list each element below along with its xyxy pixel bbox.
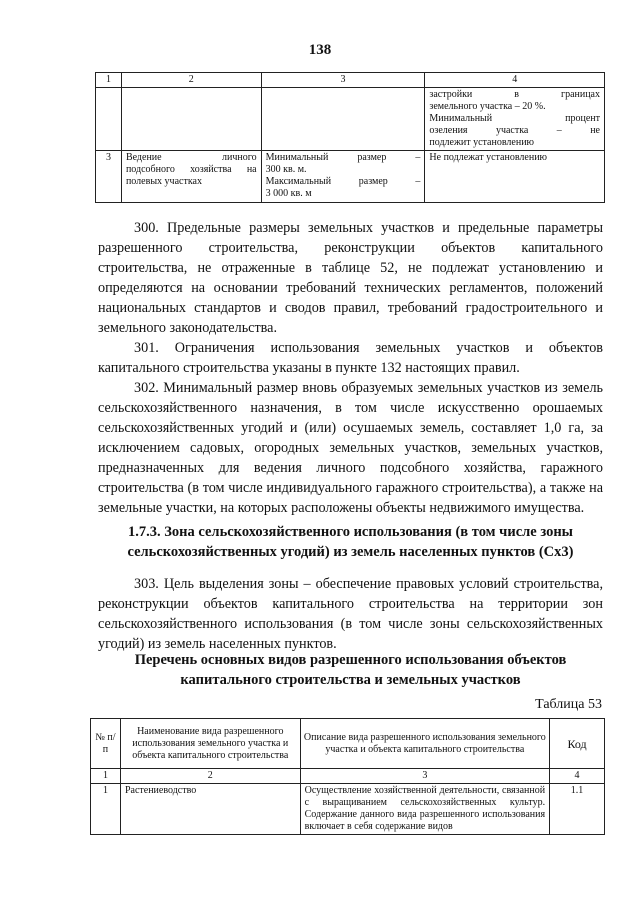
cell-word: размер xyxy=(357,152,387,163)
cell-line: подлежит установлению xyxy=(429,137,535,148)
table-row xyxy=(96,88,605,151)
cell-word: Минимальный xyxy=(265,152,329,163)
col-number: 1 xyxy=(91,769,121,784)
row-code: 1.1 xyxy=(550,784,605,835)
cell-line: 300 кв. м. xyxy=(265,164,307,175)
paragraph-300 xyxy=(98,218,603,338)
cell-line: озеления участка – не xyxy=(429,125,600,136)
header-num: № п/п xyxy=(91,719,121,769)
table-cell xyxy=(261,88,425,151)
col-number: 2 xyxy=(120,769,300,784)
row-name: Растениеводство xyxy=(120,784,300,835)
table-cell xyxy=(261,151,425,203)
table-53 xyxy=(90,718,605,835)
table-cell xyxy=(425,88,605,151)
table-row xyxy=(91,784,605,835)
table-row xyxy=(96,151,605,203)
cell-line: 3 000 кв. м xyxy=(265,188,312,199)
table-cell: Не подлежат установлению xyxy=(425,151,605,203)
section-heading: 1.7.3. Зона сельскохозяйственного использования (в том числе зоны сельскохозяйственных угодий) из земель населенных пунктов (Сх3) xyxy=(127,524,574,560)
cell-line: подсобного хозяйства на xyxy=(125,164,257,175)
col-number: 2 xyxy=(121,73,261,88)
col-number: 3 xyxy=(261,73,425,88)
table-header-row xyxy=(91,719,605,769)
col-number: 1 xyxy=(96,73,122,88)
row-number: 1 xyxy=(91,784,121,835)
row-number: 3 xyxy=(96,151,122,203)
cell-line: застройки в границах xyxy=(429,89,600,100)
header-desc: Описание вида разрешенного использования земельного участка и объекта капитального строительства xyxy=(300,719,549,769)
table-header-numbers-row xyxy=(96,73,605,88)
paragraph-text: 302. Минимальный размер вновь образуемых земельных участков из земель сельскохозяйственного назначения, в том числе искусственно орошаемых сельскохозяйственных угодий и (или) осушаемых земель, составляет 1,0 га, за исключением садовых, огородных земельных участков, земельных участков, предназначенных для ведения личного подсобного хозяйства, гаражного строительства (в том числе индивидуального гаражного строительства), а также на земельные участки, на которых расположены объекты недвижимого имущества. xyxy=(98,380,603,516)
table-continuation xyxy=(95,72,605,203)
col-number: 4 xyxy=(550,769,605,784)
cell-word: Максимальный xyxy=(265,176,332,187)
table-cell xyxy=(121,88,261,151)
col-number: 3 xyxy=(300,769,549,784)
header-code: Код xyxy=(550,719,605,769)
cell-line xyxy=(266,176,421,188)
cell-line xyxy=(266,152,421,164)
page-number: 138 xyxy=(308,42,332,58)
paragraph-text: 300. Предельные размеры земельных участков и предельные параметры разрешенного строительства, реконструкции объектов капитального строительства, не отраженные в таблице 52, не подлежат установлению и определяются на основании требований технических регламентов, положений национальных стандартов и сводов правил, требований градостроительного и земельного законодательства. xyxy=(98,220,603,336)
cell-word: – xyxy=(415,176,421,187)
paragraph-301 xyxy=(98,338,603,378)
header-name: Наименование вида разрешенного использования земельного участка и объекта капитального строительства xyxy=(120,719,300,769)
cell-word: – xyxy=(415,152,421,163)
cell-line: земельного участка – 20 %. xyxy=(429,101,546,112)
paragraph-text: 301. Ограничения использования земельных участков и объектов капитального строительства указаны в пункте 132 настоящих правил. xyxy=(98,340,603,376)
paragraph-text: 303. Цель выделения зоны – обеспечение правовых условий строительства, реконструкции объектов капитального строительства на территории зон сельскохозяйственного использования (в том числе зоны сельскохозяйственных угодий) из земель населенных пунктов. xyxy=(98,576,603,652)
table-caption: Таблица 53 xyxy=(535,697,602,712)
table-cell xyxy=(96,88,122,151)
table-header-numbers-row xyxy=(91,769,605,784)
cell-line: Минимальный процент xyxy=(429,113,600,124)
cell-word: размер xyxy=(358,176,388,187)
row-desc: Осуществление хозяйственной деятельности, связанной с выращиванием сельскохозяйственных культур. Содержание данного вида разрешенного использования включает в себя содержание видов xyxy=(300,784,549,835)
table-cell xyxy=(121,151,261,203)
list-heading: Перечень основных видов разрешенного использования объектов капитального строительства и земельных участков xyxy=(134,652,567,688)
cell-line: полевых участках xyxy=(125,176,202,187)
col-number: 4 xyxy=(425,73,605,88)
paragraph-302 xyxy=(98,378,603,518)
cell-line: Ведение личного xyxy=(125,152,257,163)
paragraph-303 xyxy=(98,574,603,654)
